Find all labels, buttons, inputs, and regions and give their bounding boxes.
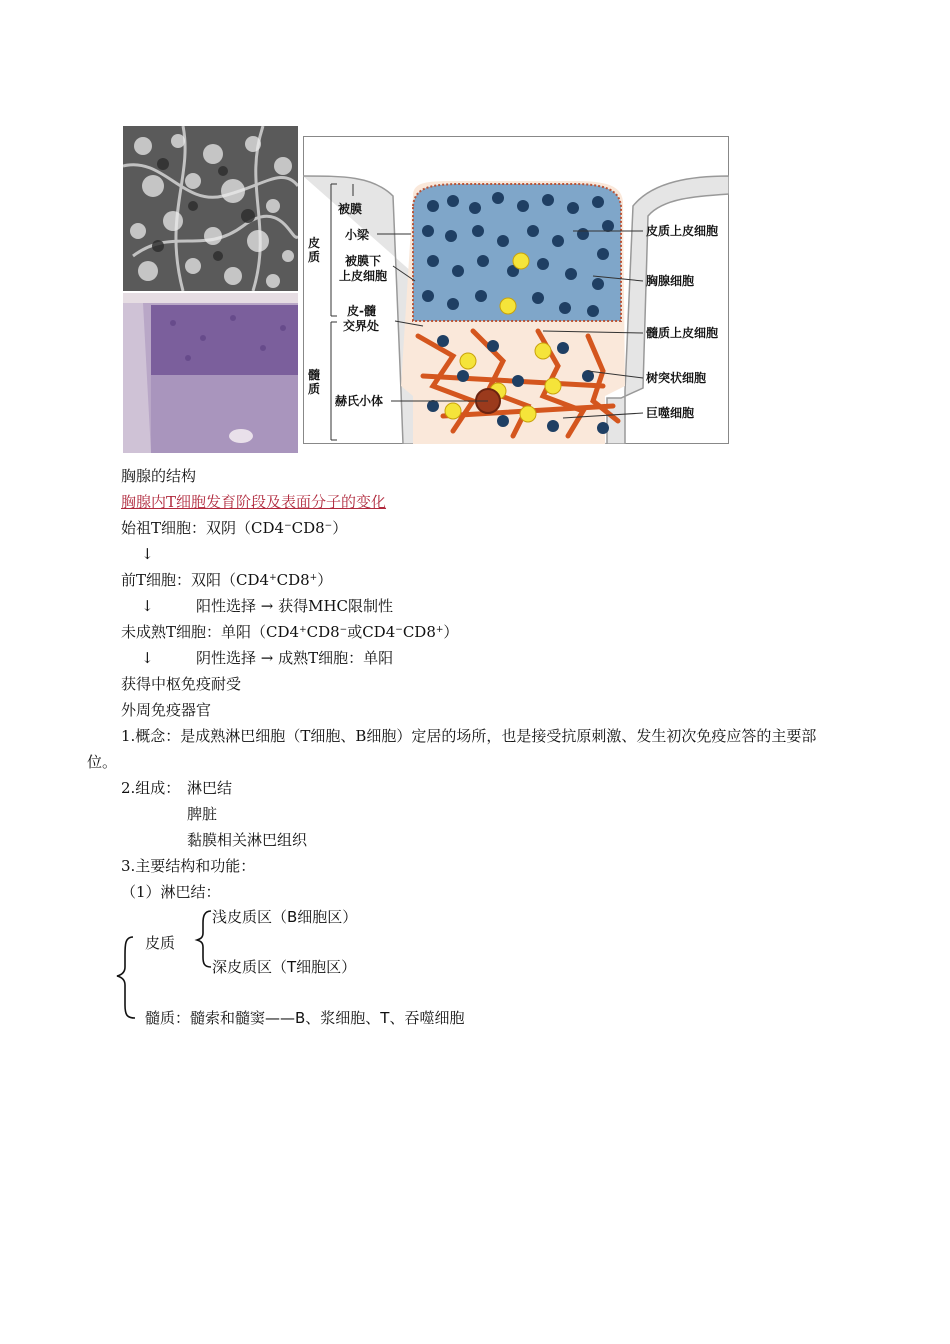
figure-caption: 胸腺的结构 — [121, 467, 197, 485]
label-subcapsular-2: 上皮细胞 — [339, 269, 388, 283]
arrow-down-icon: ↓ — [141, 597, 154, 615]
label-cortex-group: 皮质 — [308, 236, 321, 264]
thymus-figure — [123, 126, 729, 444]
composition-label: 2.组成： — [121, 779, 181, 797]
section-link[interactable]: 胸腺内T细胞发育阶段及表面分子的变化 — [121, 493, 387, 511]
lymph-node-heading: （1）淋巴结： — [121, 883, 221, 901]
label-trabecula: 小梁 — [345, 228, 370, 242]
component-malt: 黏膜相关淋巴组织 — [187, 831, 308, 849]
label-macrophage: 巨噬细胞 — [646, 406, 695, 420]
tree-medulla: 髓质：髓索和髓窦——B、浆细胞、T、吞噬细胞 — [145, 1009, 465, 1027]
component-spleen: 脾脏 — [187, 805, 218, 823]
component-lymph-node: 淋巴结 — [187, 779, 233, 797]
label-capsule: 被膜 — [338, 202, 363, 216]
label-cortical-epithelial: 皮质上皮细胞 — [646, 224, 719, 238]
arrow-down-icon: ↓ — [141, 649, 154, 667]
label-dendritic: 树突状细胞 — [646, 371, 707, 385]
stage-pre-t: 前T细胞：双阳（CD4+CD8+） — [121, 571, 333, 589]
arrow-down-icon: ↓ — [141, 545, 154, 563]
label-hassall: 赫氏小体 — [335, 394, 384, 408]
histology-micrograph — [123, 293, 298, 453]
label-junction-2: 交界处 — [343, 319, 380, 333]
stage-progenitor: 始祖T细胞：双阴（CD4−CD8−） — [121, 519, 348, 537]
label-medulla-group: 髓质 — [308, 368, 321, 396]
positive-selection: 阳性选择 → 获得MHC限制性 — [196, 597, 394, 615]
label-thymocyte: 胸腺细胞 — [646, 274, 695, 288]
negative-selection: 阴性选择 → 成熟T细胞：单阳 — [196, 649, 394, 667]
tree-deep-cortex: 深皮质区（T细胞区） — [212, 958, 357, 976]
central-tolerance: 获得中枢免疫耐受 — [121, 675, 242, 693]
tree-cortex: 皮质 — [145, 934, 176, 952]
label-junction-1: 皮-髓 — [347, 304, 376, 318]
label-medullary-epithelial: 髓质上皮细胞 — [646, 326, 719, 340]
sem-micrograph — [123, 126, 298, 291]
label-subcapsular-1: 被膜下 — [345, 254, 382, 268]
stage-immature: 未成熟T细胞：单阳（CD4+CD8−或CD4−CD8+） — [121, 623, 459, 641]
peripheral-heading: 外周免疫器官 — [121, 701, 212, 719]
tree-superficial-cortex: 浅皮质区（B细胞区） — [212, 908, 358, 926]
peripheral-concept: 1.概念：是成熟淋巴细胞（T细胞、B细胞）定居的场所，也是接受抗原刺激、发生初次免疫应答的主要部位。 — [87, 727, 817, 771]
structure-heading: 3.主要结构和功能： — [121, 857, 256, 875]
